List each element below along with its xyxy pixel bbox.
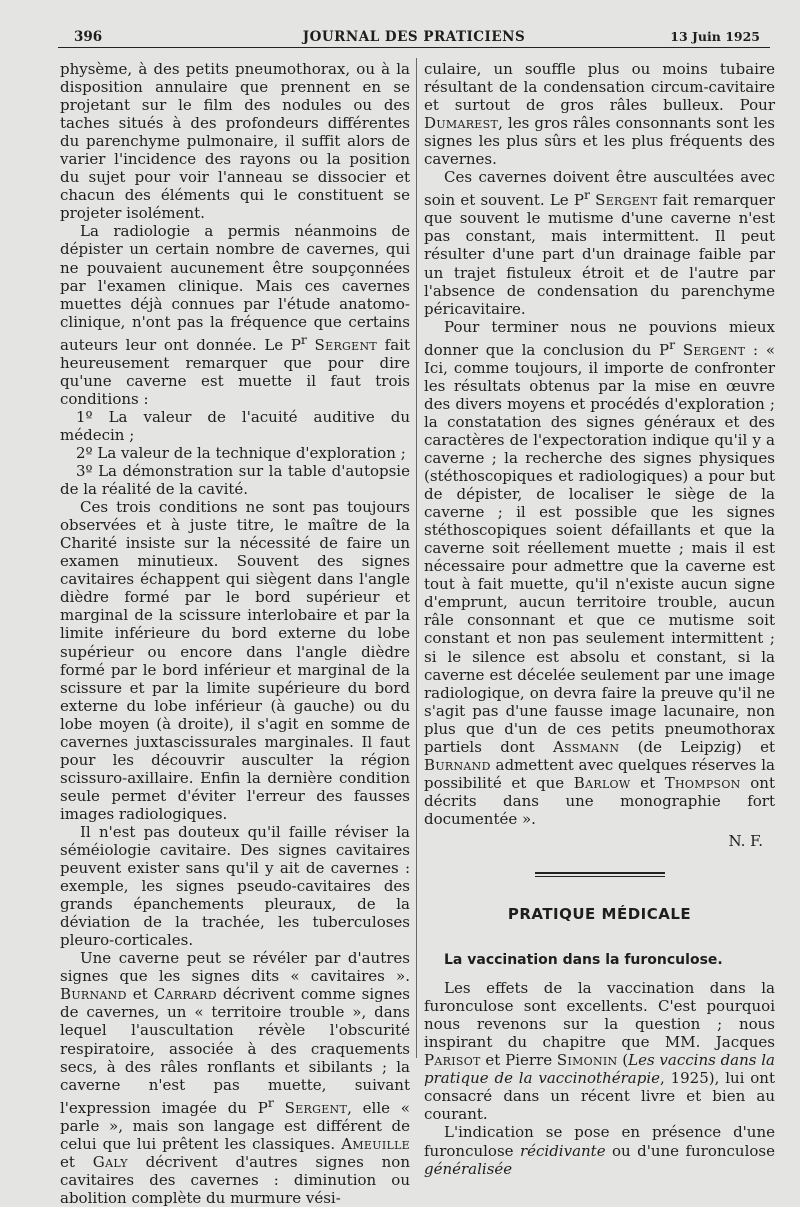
paragraph: Ces cavernes doivent être auscultées avec soin et souvent. Le $P^r$ Sergent fait remarquer que souvent le mutisme d'une caverne n'est pas constant, mais intermittent. Il peut résulter d'une part d'un drainage faible par un trajet fistuleux étroit et de l'autre par l'absence de condensation du parenchyme péricavitaire.: [424, 168, 775, 318]
section-rule: [535, 872, 665, 877]
book-title: Les vaccins dans la pratique de la vaccinothérapie: [424, 1051, 776, 1088]
author-name: Simonin: [556, 1051, 618, 1070]
list-item: 2º La valeur de la technique d'exploration ;: [76, 443, 406, 462]
article-title: La vaccination dans la furonculose.: [444, 952, 723, 969]
author-name: Assmann: [552, 737, 620, 756]
right-column: [424, 60, 775, 1178]
author-name: Barlow: [573, 773, 631, 792]
column-divider: [416, 58, 417, 1058]
page-number: 396: [74, 29, 103, 45]
running-header: [58, 26, 770, 48]
paragraph: Ces trois conditions ne sont pas toujours observées et à juste titre, le maître de la Charité insiste sur la nécessité de faire un examen minutieux. Souvent des signes cavitaires échappent qui siègent dans l'angle dièdre formé par le bord supérieur et marginal de la scissure interlobaire et par la limite inférieure du bord externe du lobe supérieur ou encore dans l'angle dièdre formé par le bord inférieur et marginal de la scissure et par la limite supérieure du bord externe du lobe inférieur (à gauche) ou du lobe moyen (à droite), il s'agit en somme de cavernes juxtascissurales marginales. Il faut pour les découvrir ausculter la région scissuro-axillaire. Enfin la dernière condition seule permet d'éviter l'erreur des fausses images radiologiques.: [60, 498, 410, 823]
paragraph: Une caverne peut se révéler par d'autres signes que les signes dits « cavitaires ». Burnand et Carrard décrivent comme signes de cavernes, un « territoire trouble », dans lequel l'auscultation révèle l'obscurité respiratoire, associée à des craquements secs, à des râles ronflants et sibilants ; la caverne n'est pas muette, suivant l'expression imagée du $P^r$ Sergent, elle « parle », mais son langage est différent de celui que lui prêtent les classiques. Ameuille et Galy décrivent d'autres signes non cavitaires des cavernes : diminution ou abolition complète du murmure vési-: [60, 949, 410, 1207]
author-name: Dumarest: [424, 114, 499, 133]
author-name: Sergent: [284, 1098, 348, 1117]
author-name: Sergent: [314, 335, 378, 354]
author-name: Ameuille: [341, 1134, 410, 1153]
header-rule: [58, 47, 770, 48]
paragraph: culaire, un souffle plus ou moins tubaire résultant de la condensation circum-cavitaire et surtout de gros râles bulleux. Pour Dumarest, les gros râles consonnants sont les signes les plus sûrs et les plus fréquents des cavernes.: [424, 60, 775, 169]
issue-date: 13 Juin 1925: [670, 29, 760, 44]
conditions-list: [60, 408, 410, 498]
author-name: Burnand: [60, 985, 127, 1004]
journal-title: JOURNAL DES PRATICIENS: [302, 29, 526, 45]
paragraph: Pour terminer nous ne pouvions mieux donner que la conclusion du $P^r$ Sergent : « Ici, comme toujours, il importe de confronter les résultats obtenus par la mise en œuvre des divers moyens et procédés d'exploration ; la constatation des signes généraux et des caractères de l'expectoration indique qu'il y a caverne ; la recherche des signes physiques (stéthoscopiques et radiologiques) a pour but de dépister, de localiser le siège de la caverne ; il est possible que les signes stéthoscopiques soient défaillants et que la caverne soit réellement muette ; mais il est nécessaire pour admettre que la caverne est tout à fait muette, qu'il n'existe aucun signe d'emprunt, aucun territoire trouble, aucun râle consonnant et que ce mutisme soit constant et non pas seulement intermittent ; si le silence est absolu et constant, si la caverne est décelée seulement par une image radiologique, on devra faire la preuve qu'il ne s'agit pas d'une fausse image lacunaire, non plus que d'un de ces petits pneumothorax partiels dont Assmann (de Leipzig) et Burnand admettent avec quelques réserves la possibilité et que Barlow et Thompson ont décrits dans une monographie fort documentée ».: [424, 317, 775, 828]
list-item: 3º La démonstration sur la table d'autopsie de la réalité de la cavité.: [60, 462, 410, 499]
paragraph: Les effets de la vaccination dans la furonculose sont excellents. C'est pourquoi nous revenons sur la question ; nous inspirant du chapitre que MM. Jacques Parisot et Pierre Simonin (Les vaccins dans la pratique de la vaccinothérapie, 1925), lui ont consacré dans un récent livre et bien au courant.: [424, 979, 776, 1124]
author-name: Carrard: [153, 985, 217, 1004]
author-name: Thompson: [664, 773, 741, 792]
paragraph: Il n'est pas douteux qu'il faille réviser la séméiologie cavitaire. Des signes cavitaires peuvent exister sans qu'il y ait de cavernes : exemple, les signes pseudo-cavitaires des grands épanchements pleuraux, de la déviation de la trachée, les tuberculoses pleuro-corticales.: [60, 822, 410, 950]
author-name: Sergent: [682, 340, 746, 359]
paragraph: La radiologie a permis néanmoins de dépister un certain nombre de cavernes, qui ne pouvaient aucunement être soupçonnées par l'examen clinique. Mais ces cavernes muettes déjà connues par l'étude anatomo-clinique, n'ont pas la fréquence que certains auteurs leur ont donnée. Le $P^r$ Sergent fait heureusement remarquer que pour dire qu'une caverne est muette il faut trois conditions :: [60, 222, 410, 408]
author-name: Burnand: [424, 755, 491, 774]
author-name: Sergent: [595, 191, 658, 210]
paragraph: physème, à des petits pneumothorax, ou à la disposition annulaire que prennent en se projetant sur le film des nodules ou des taches situés à des profondeurs différentes du parenchyme pulmonaire, il suffit alors de varier l'incidence des rayons ou la position du sujet pour voir l'anneau se dissocier et chacun des éléments qui le constituent se projeter isolément.: [60, 60, 410, 223]
signature: N. F.: [728, 831, 763, 850]
section-title: PRATIQUE MÉDICALE: [507, 905, 692, 924]
author-name: Parisot: [424, 1051, 481, 1070]
author-name: Galy: [92, 1152, 128, 1171]
paragraph: L'indication se pose en présence d'une furonculose récidivante ou d'une furonculose généralisée: [424, 1123, 775, 1178]
left-column: [60, 60, 410, 1207]
list-item: 1º La valeur de l'acuité auditive du médecin ;: [60, 407, 410, 444]
